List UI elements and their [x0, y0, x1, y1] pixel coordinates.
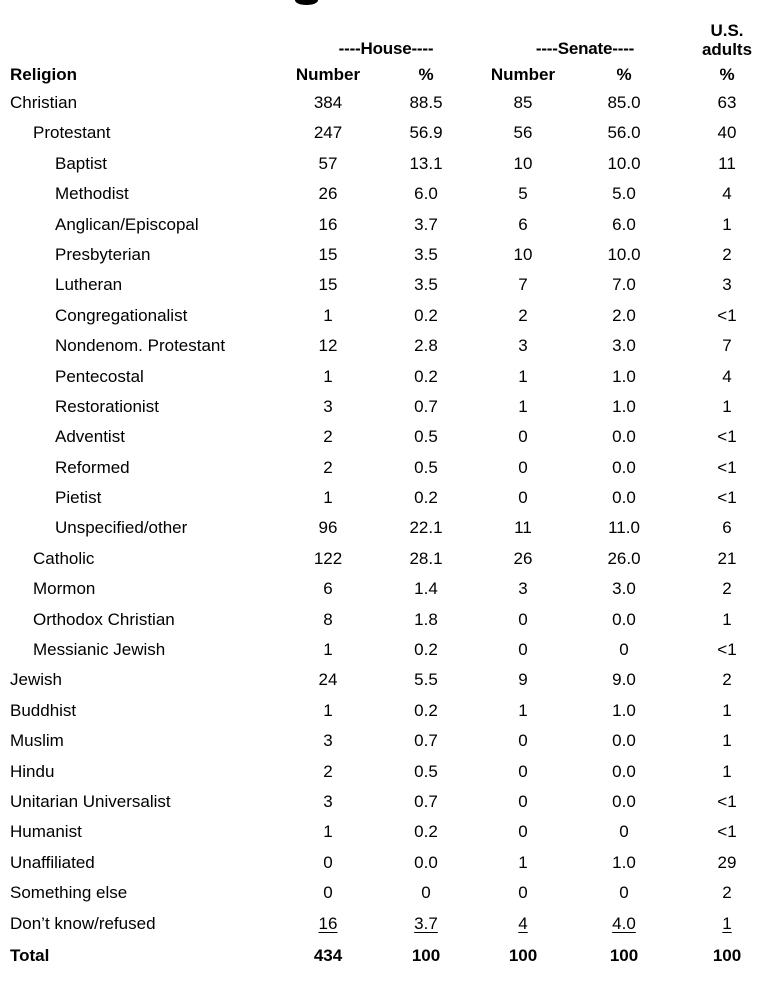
us-adults-percent-cell: 7 [722, 336, 732, 356]
us-adults-percent-cell: <1 [717, 791, 737, 811]
us-adults-percent-cell: 2 [722, 883, 732, 903]
row-label: Messianic Jewish [33, 640, 166, 660]
row-label: Anglican/Episcopal [55, 214, 199, 234]
senate-number-cell: 0 [518, 761, 528, 781]
us-adults-percent-cell: 11 [718, 153, 736, 173]
senate-percent-cell: 1.0 [612, 700, 636, 720]
senate-number-cell: 1 [518, 852, 528, 872]
table-row [0, 909, 768, 939]
house-number-cell: 2 [323, 457, 333, 477]
house-percent-cell: 0.2 [414, 366, 438, 386]
row-label: Orthodox Christian [33, 609, 175, 629]
house-percent-cell: 1.8 [414, 609, 438, 629]
senate-number-cell: 11 [514, 518, 532, 538]
us-adults-percent-cell: 1 [722, 731, 732, 751]
senate-percent-column-header: % [616, 65, 632, 84]
row-label: Catholic [33, 548, 95, 568]
us-adults-percent-cell: 63 [717, 93, 737, 112]
row-label: Humanist [10, 822, 82, 842]
senate-number-cell: 0 [518, 822, 528, 842]
house-percent-cell: 0.7 [414, 396, 438, 416]
row-label: Reformed [55, 457, 130, 477]
senate-number-cell: 0 [518, 883, 528, 903]
house-number-cell: 247 [313, 123, 343, 143]
us-adults-percent-cell: 1 [722, 913, 732, 933]
house-number-cell: 1 [323, 822, 333, 842]
us-adults-percent-cell: <1 [717, 457, 737, 477]
house-percent-cell: 0.2 [414, 822, 438, 842]
table-row [0, 453, 768, 483]
house-percent-cell: 0.7 [414, 731, 438, 751]
us-adults-percent-cell: 2 [722, 244, 732, 264]
house-percent-cell: 3.5 [414, 244, 438, 264]
table-row [0, 362, 768, 392]
us-adults-percent-cell: 29 [717, 852, 737, 872]
house-percent-cell: 5.5 [414, 670, 438, 690]
us-adults-percent-cell: 4 [722, 366, 732, 386]
table-row [0, 483, 768, 513]
us-adults-percent-cell: 1 [722, 396, 732, 416]
us-adults-line1: U.S. [710, 21, 744, 40]
house-percent-cell: 56.9 [409, 123, 443, 143]
senate-percent-cell: 4.0 [612, 913, 636, 933]
senate-percent-cell: 0 [619, 822, 629, 842]
us-adults-percent-cell: 1 [722, 214, 732, 234]
senate-number-cell: 0 [518, 731, 528, 751]
senate-number-cell: 1 [518, 700, 528, 720]
row-label: Nondenom. Protestant [55, 336, 226, 356]
us-adults-percent-column-header: % [719, 65, 735, 84]
table-row [0, 757, 768, 787]
row-label: Buddhist [10, 700, 77, 720]
house-number-cell: 1 [323, 305, 333, 325]
table-body [0, 88, 768, 975]
us-adults-percent-cell: <1 [717, 822, 737, 842]
row-label: Adventist [55, 427, 125, 447]
table-row [0, 392, 768, 422]
row-label: Baptist [55, 153, 107, 173]
us-adults-percent-cell: <1 [717, 488, 737, 508]
house-number-cell: 2 [323, 427, 333, 447]
house-percent-column-header: % [418, 65, 434, 84]
senate-number-cell: 1 [518, 396, 528, 416]
house-number-cell: 3 [323, 396, 333, 416]
house-percent-cell: 88.5 [409, 93, 443, 112]
house-percent-cell: 3.5 [414, 275, 438, 295]
row-label: Congregationalist [55, 305, 188, 325]
row-label: Presbyterian [55, 244, 151, 264]
table-row [0, 726, 768, 756]
senate-percent-cell: 1.0 [612, 852, 636, 872]
senate-number-total-cell: 100 [508, 945, 538, 965]
senate-number-cell: 0 [518, 427, 528, 447]
table-row [0, 149, 768, 179]
table-row [0, 513, 768, 543]
us-adults-percent-cell: 40 [717, 123, 737, 143]
senate-number-cell: 56 [513, 123, 533, 143]
row-label: Christian [10, 93, 78, 112]
house-percent-cell: 6.0 [414, 184, 438, 204]
house-percent-cell: 0.7 [414, 791, 438, 811]
house-percent-cell: 0.2 [414, 640, 438, 660]
senate-number-cell: 3 [518, 579, 528, 599]
house-number-column-header: Number [295, 65, 361, 84]
table-row [0, 696, 768, 726]
senate-percent-cell: 7.0 [612, 275, 636, 295]
row-label: Restorationist [55, 396, 159, 416]
religion-column-header: Religion [10, 65, 78, 84]
senate-number-cell: 2 [518, 305, 528, 325]
house-number-cell: 3 [323, 791, 333, 811]
senate-number-column-header: Number [490, 65, 556, 84]
senate-percent-cell: 85.0 [607, 93, 641, 112]
house-percent-cell: 2.8 [414, 336, 438, 356]
row-label: Hindu [10, 761, 55, 781]
senate-percent-cell: 0.0 [612, 791, 636, 811]
senate-percent-cell: 56.0 [607, 123, 641, 143]
table-row [0, 635, 768, 665]
us-adults-line2: adults [701, 40, 753, 59]
senate-number-cell: 6 [518, 214, 528, 234]
senate-percent-cell: 26.0 [607, 548, 641, 568]
senate-percent-cell: 6.0 [612, 214, 636, 234]
house-number-cell: 15 [318, 275, 338, 295]
table-row [0, 331, 768, 361]
house-number-cell: 96 [318, 518, 338, 538]
senate-percent-cell: 0.0 [612, 488, 636, 508]
table-row [0, 848, 768, 878]
us-adults-percent-cell: 21 [717, 548, 737, 568]
table-header [0, 0, 768, 88]
house-percent-cell: 0 [421, 883, 431, 903]
house-percent-cell: 22.1 [409, 518, 443, 538]
us-adults-percent-cell: 3 [722, 275, 732, 295]
house-percent-total-cell: 100 [411, 945, 441, 965]
table-row [0, 817, 768, 847]
row-label: Muslim [10, 731, 64, 751]
house-number-cell: 24 [318, 670, 338, 690]
house-percent-cell: 0.5 [414, 427, 438, 447]
row-label: Protestant [33, 123, 111, 143]
senate-number-cell: 9 [518, 670, 528, 690]
house-percent-cell: 3.7 [414, 913, 438, 933]
house-number-cell: 15 [318, 244, 338, 264]
us-adults-percent-total-cell: 100 [712, 945, 742, 965]
table-row [0, 210, 768, 240]
house-percent-cell: 0.2 [414, 700, 438, 720]
house-percent-cell: 1.4 [414, 579, 438, 599]
house-number-cell: 26 [318, 184, 338, 204]
row-label: Mormon [33, 579, 96, 599]
us-adults-percent-cell: 1 [722, 700, 732, 720]
senate-number-cell: 0 [518, 791, 528, 811]
us-adults-column-header [686, 21, 768, 59]
us-adults-percent-cell: 4 [722, 184, 732, 204]
row-label: Something else [10, 883, 128, 903]
house-number-cell: 2 [323, 761, 333, 781]
senate-percent-cell: 1.0 [612, 366, 636, 386]
house-number-cell: 3 [323, 731, 333, 751]
row-label: Jewish [10, 670, 62, 690]
table-row [0, 422, 768, 452]
house-number-cell: 1 [323, 640, 333, 660]
senate-percent-cell: 5.0 [612, 184, 636, 204]
house-percent-cell: 28.1 [409, 548, 443, 568]
total-label: Total [10, 945, 50, 965]
us-adults-percent-cell: 6 [722, 518, 732, 538]
table-row [0, 270, 768, 300]
senate-number-cell: 10 [513, 244, 533, 264]
table-row [0, 118, 768, 148]
senate-number-cell: 0 [518, 457, 528, 477]
senate-number-cell: 7 [518, 275, 528, 295]
senate-percent-cell: 0 [619, 640, 629, 660]
house-number-cell: 0 [323, 852, 333, 872]
table-row [0, 787, 768, 817]
senate-number-cell: 5 [518, 184, 528, 204]
house-number-cell: 8 [323, 609, 333, 629]
house-percent-cell: 0.2 [414, 488, 438, 508]
total-row [0, 939, 768, 975]
senate-percent-cell: 10.0 [607, 153, 641, 173]
table-row [0, 605, 768, 635]
row-label: Methodist [55, 184, 129, 204]
senate-percent-total-cell: 100 [609, 945, 639, 965]
senate-number-cell: 3 [518, 336, 528, 356]
house-number-cell: 1 [323, 700, 333, 720]
house-number-cell: 0 [323, 883, 333, 903]
row-label: Unitarian Universalist [10, 791, 171, 811]
house-number-cell: 12 [318, 336, 338, 356]
row-label: Pietist [55, 488, 102, 508]
house-number-cell: 16 [318, 913, 338, 933]
house-number-cell: 1 [323, 488, 333, 508]
senate-number-cell: 26 [513, 548, 533, 568]
us-adults-percent-cell: <1 [717, 305, 737, 325]
house-percent-cell: 0.2 [414, 305, 438, 325]
house-percent-cell: 0.5 [414, 761, 438, 781]
house-percent-cell: 0.0 [414, 852, 438, 872]
us-adults-percent-cell: 1 [722, 609, 732, 629]
house-percent-cell: 13.1 [409, 153, 443, 173]
house-number-total-cell: 434 [313, 945, 343, 965]
house-number-cell: 57 [318, 153, 338, 173]
row-label: Unaffiliated [10, 852, 95, 872]
senate-percent-cell: 0.0 [612, 457, 636, 477]
house-number-cell: 384 [313, 93, 343, 112]
senate-percent-cell: 0.0 [612, 761, 636, 781]
house-percent-cell: 0.5 [414, 457, 438, 477]
row-label: Pentecostal [55, 366, 144, 386]
senate-percent-cell: 0 [619, 883, 629, 903]
row-label: Unspecified/other [55, 518, 188, 538]
senate-percent-cell: 3.0 [612, 336, 636, 356]
table-row [0, 878, 768, 908]
row-label: Lutheran [55, 275, 123, 295]
table-row [0, 665, 768, 695]
row-label: Don’t know/refused [10, 913, 156, 933]
column-header-row [0, 61, 768, 88]
senate-percent-cell: 10.0 [607, 244, 641, 264]
senate-percent-cell: 1.0 [612, 396, 636, 416]
senate-number-cell: 1 [518, 366, 528, 386]
senate-percent-cell: 2.0 [612, 305, 636, 325]
senate-number-cell: 10 [513, 153, 533, 173]
senate-percent-cell: 11.0 [608, 518, 640, 538]
house-number-cell: 122 [313, 548, 343, 568]
us-adults-percent-cell: 1 [722, 761, 732, 781]
senate-number-cell: 85 [513, 93, 533, 112]
senate-percent-cell: 0.0 [612, 609, 636, 629]
senate-percent-cell: 0.0 [612, 731, 636, 751]
senate-group-header: ----Senate---- [535, 39, 635, 58]
us-adults-percent-cell: 2 [722, 579, 732, 599]
us-adults-percent-cell: <1 [717, 640, 737, 660]
table-row [0, 301, 768, 331]
house-number-cell: 1 [323, 366, 333, 386]
senate-number-cell: 0 [518, 640, 528, 660]
house-number-cell: 16 [318, 214, 338, 234]
senate-percent-cell: 9.0 [612, 670, 636, 690]
senate-number-cell: 4 [518, 913, 528, 933]
house-percent-cell: 3.7 [414, 214, 438, 234]
table-row [0, 179, 768, 209]
senate-percent-cell: 0.0 [612, 427, 636, 447]
senate-number-cell: 0 [518, 488, 528, 508]
table-row [0, 544, 768, 574]
house-group-header: ----House---- [338, 39, 434, 58]
us-adults-percent-cell: <1 [717, 427, 737, 447]
senate-percent-cell: 3.0 [612, 579, 636, 599]
table-row [0, 574, 768, 604]
table-row [0, 240, 768, 270]
table-row [0, 88, 768, 118]
house-number-cell: 6 [323, 579, 333, 599]
us-adults-percent-cell: 2 [722, 670, 732, 690]
senate-number-cell: 0 [518, 609, 528, 629]
